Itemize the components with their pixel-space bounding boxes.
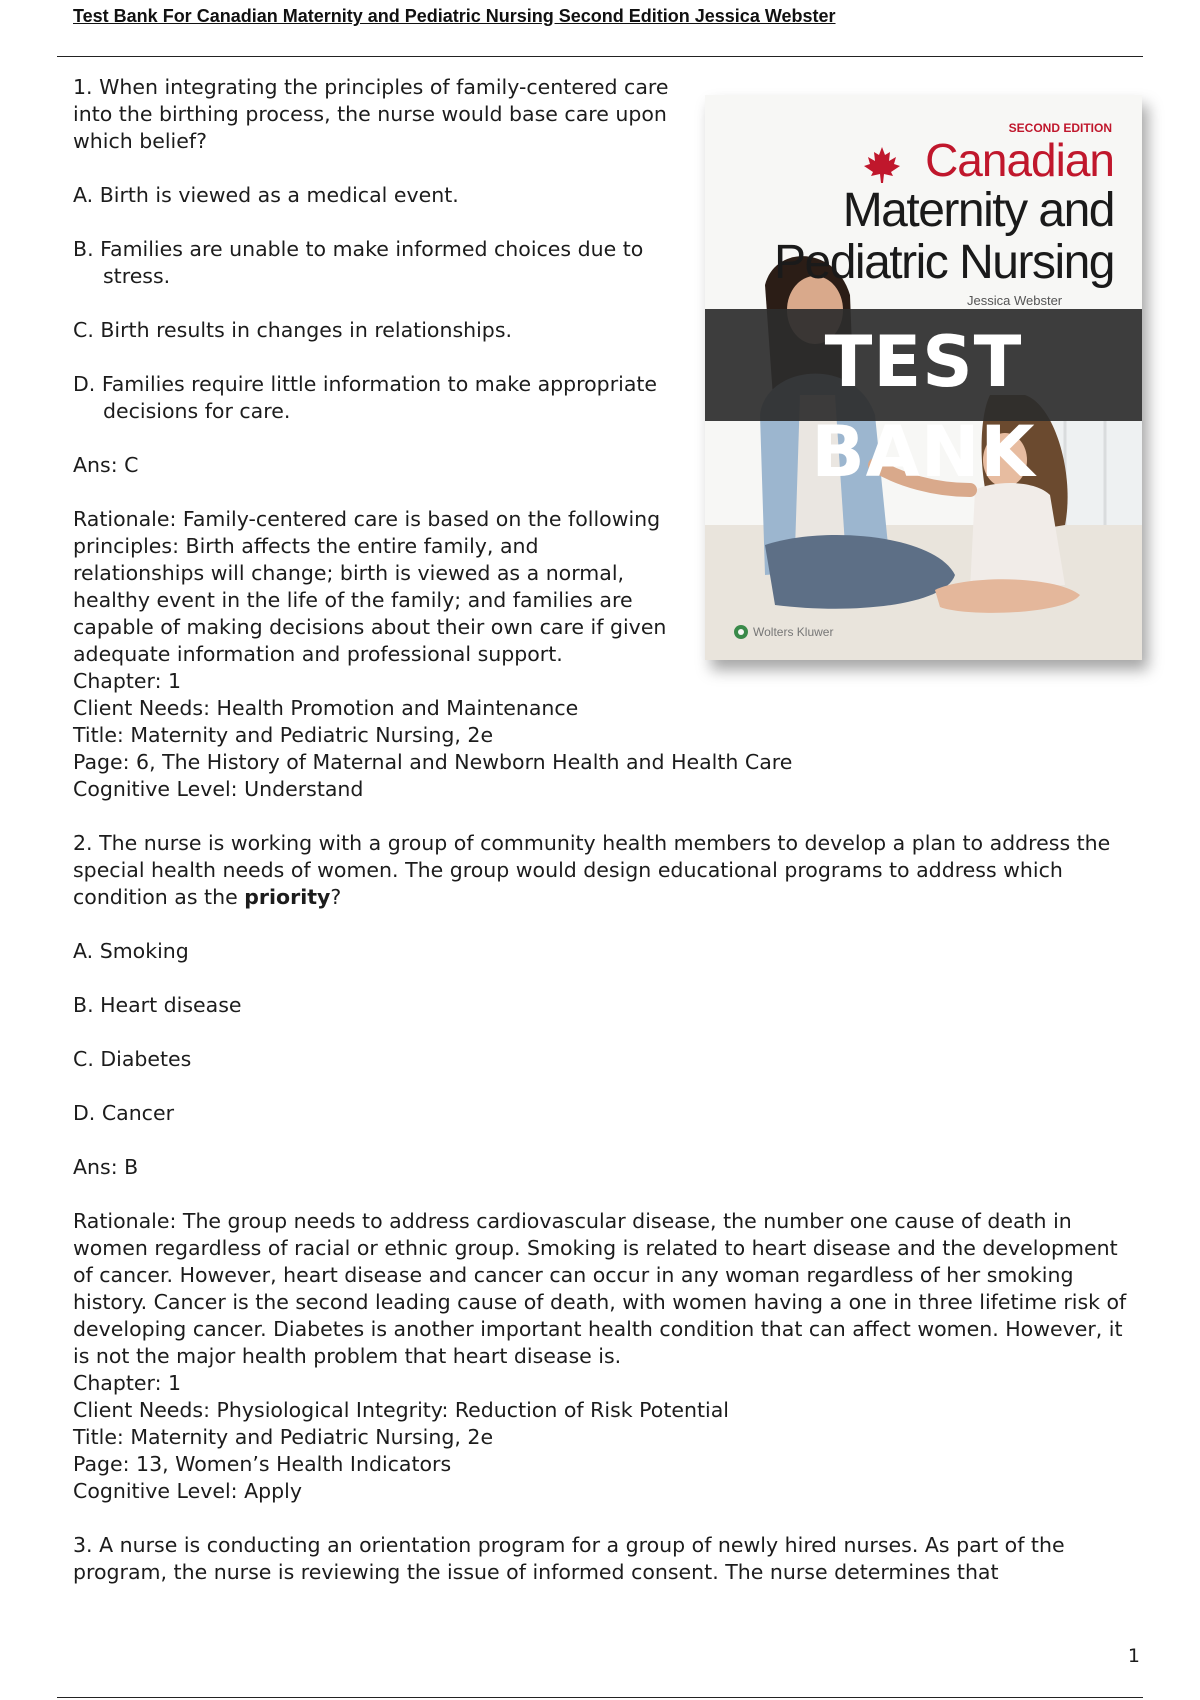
answer-option: B. Families are unable to make informed choices due to stress. <box>73 237 644 288</box>
answer-option: B. Heart disease <box>73 993 242 1017</box>
client-needs: Client Needs: Health Promotion and Maintenance <box>73 696 579 720</box>
question-2 <box>73 830 1133 1370</box>
cover-title-canadian: Canadian <box>925 134 1114 186</box>
question-stem-end: ? <box>330 885 342 909</box>
footer-rule <box>57 1697 1143 1698</box>
answer-key: Ans: C <box>73 453 139 477</box>
test-bank-label: TEST BANK <box>811 321 1036 493</box>
question-3 <box>73 1532 1133 1586</box>
cover-edition: SECOND EDITION <box>1008 121 1112 135</box>
question-stem-emphasis: priority <box>244 885 331 909</box>
rationale: Rationale: Family-centered care is based on the following principles: Birth affects the entire family, and relationships will change; birth is viewed as a normal, healthy event in the life of the family; and families are capable of making decisions about their own care if given adequate information and professional support. <box>73 507 667 666</box>
answer-option: D. Cancer <box>73 1101 174 1125</box>
chapter: Chapter: 1 <box>73 669 182 693</box>
question-stem <box>73 830 1133 911</box>
question-stem: 1. When integrating the principles of family-centered care into the birthing process, the nurse would base care upon which belief? <box>73 75 669 153</box>
answer-option: D. Families require little information to make appropriate decisions for care. <box>73 372 658 423</box>
page-reference: Page: 13, Women’s Health Indicators <box>73 1452 452 1476</box>
question-stem-text: 2. The nurse is working with a group of community health members to develop a plan to address the special health needs of women. The group would design educational programs to address which condition as the <box>73 831 1111 909</box>
header-rule <box>57 56 1143 57</box>
answer-option: C. Birth results in changes in relationships. <box>73 318 513 342</box>
answer-option: C. Diabetes <box>73 1047 192 1071</box>
question-1-metadata <box>73 668 1133 803</box>
answer-key: Ans: B <box>73 1155 139 1179</box>
document-body <box>73 74 1133 1586</box>
page-header-title: Test Bank For Canadian Maternity and Pediatric Nursing Second Edition Jessica Webster <box>73 6 836 26</box>
cognitive-level: Cognitive Level: Understand <box>73 777 364 801</box>
page-number: 1 <box>1127 1645 1140 1667</box>
source-title: Title: Maternity and Pediatric Nursing, 2e <box>73 1425 494 1449</box>
cover-title-line2: Maternity and <box>842 184 1114 237</box>
cover-title-line3: Pediatric Nursing <box>774 236 1114 289</box>
cover-publisher: Wolters Kluwer <box>753 625 834 639</box>
page-reference: Page: 6, The History of Maternal and Newborn Health and Health Care <box>73 750 793 774</box>
answer-option: A. Birth is viewed as a medical event. <box>73 183 459 207</box>
answer-option: A. Smoking <box>73 939 189 963</box>
chapter: Chapter: 1 <box>73 1371 182 1395</box>
source-title: Title: Maternity and Pediatric Nursing, 2e <box>73 723 494 747</box>
question-stem: 3. A nurse is conducting an orientation program for a group of newly hired nurses. As part of the program, the nurse is reviewing the issue of informed consent. The nurse determines that <box>73 1533 1065 1584</box>
question-2-metadata <box>73 1370 1133 1505</box>
cognitive-level: Cognitive Level: Apply <box>73 1479 302 1503</box>
client-needs: Client Needs: Physiological Integrity: Reduction of Risk Potential <box>73 1398 729 1422</box>
rationale: Rationale: The group needs to address cardiovascular disease, the number one cause of death in women regardless of racial or ethnic group. Smoking is related to heart disease and the development of cancer. However, heart disease and cancer can occur in any woman regardless of her smoking history. Cancer is the second leading cause of death, with women having a one in three lifetime risk of developing cancer. Diabetes is another important health condition that can affect women. However, it is not the major health problem that heart disease is. <box>73 1209 1127 1368</box>
cover-author: Jessica Webster <box>967 293 1063 308</box>
question-1 <box>73 74 673 668</box>
